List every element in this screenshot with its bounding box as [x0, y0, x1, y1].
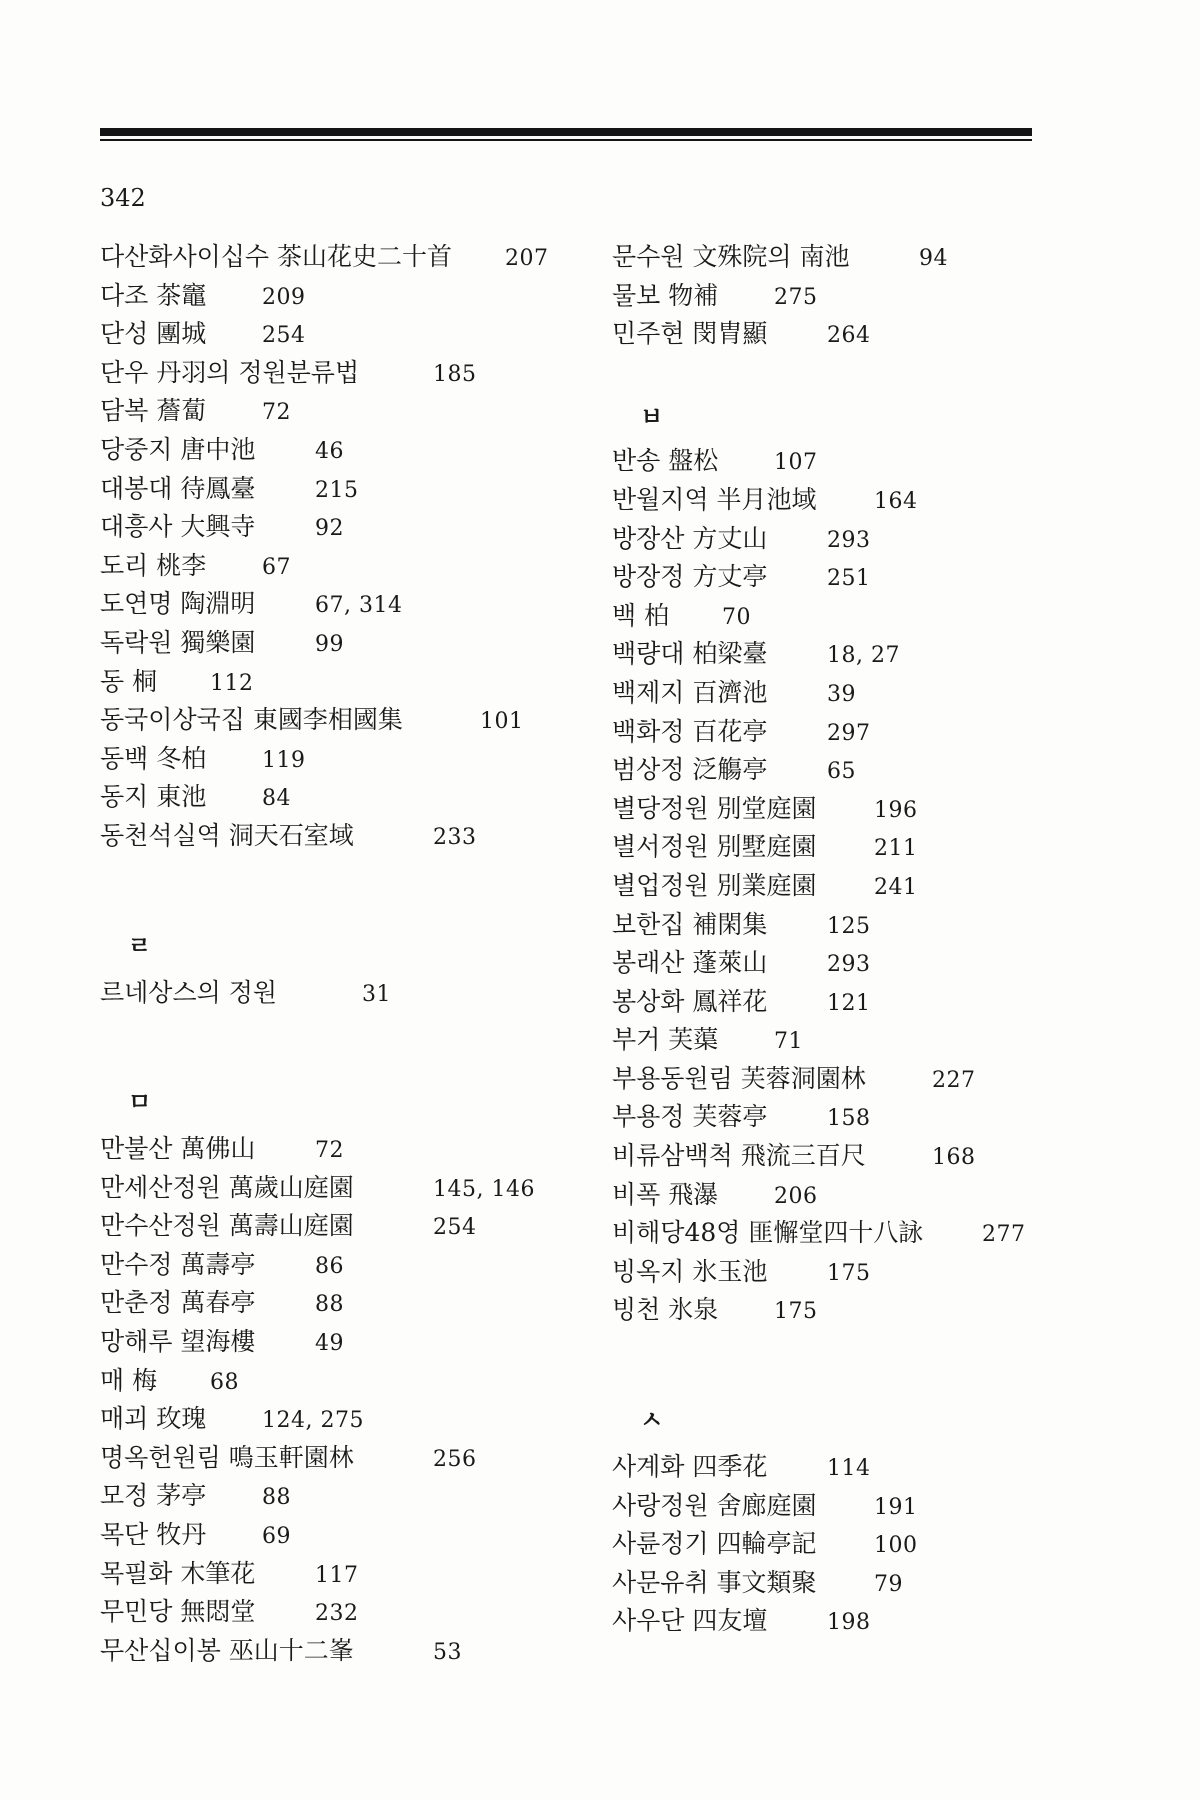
index-entry: [612, 277, 1092, 316]
index-page-ref: 241: [874, 874, 918, 900]
index-page-ref: 158: [827, 1106, 871, 1132]
section-header: ㅂ: [640, 402, 664, 432]
index-page-ref: 251: [827, 566, 871, 592]
index-term: 사계화 四季花: [612, 1452, 768, 1482]
index-page-ref: 112: [210, 670, 254, 696]
index-term: 만수정 萬壽亭: [100, 1249, 256, 1279]
index-page-ref: 92: [315, 516, 344, 542]
index-page-ref: 101: [480, 709, 524, 735]
index-entry: [612, 828, 1092, 867]
index-term: 도연명 陶淵明: [100, 589, 256, 619]
index-entry: [100, 1477, 600, 1516]
index-entry: [612, 1021, 1092, 1060]
index-entry: [612, 1487, 1092, 1526]
index-term: 반월지역 半月池域: [612, 484, 817, 514]
index-entry: [100, 354, 600, 393]
index-column-left: [100, 238, 600, 1670]
header-rule-thin: [100, 139, 1032, 141]
index-entry: [612, 1602, 1092, 1641]
index-page-ref: 207: [505, 246, 549, 271]
index-page-ref: 297: [827, 720, 871, 746]
index-term: 단성 團城: [100, 319, 207, 349]
index-page-ref: 121: [827, 990, 871, 1016]
index-entry: [612, 1253, 1092, 1292]
index-page-ref: 100: [874, 1533, 918, 1559]
index-term: 사륜정기 四輪亭記: [612, 1529, 817, 1559]
index-term: 목필화 木筆花: [100, 1558, 256, 1588]
index-page-ref: 67: [262, 554, 291, 580]
index-entry: [612, 558, 1092, 597]
index-term: 부용동원림 芙蓉洞園林: [612, 1063, 866, 1093]
section-spacer: [100, 1012, 600, 1074]
index-entry: [100, 701, 600, 740]
index-entry: [612, 1448, 1092, 1487]
index-page-ref: 67, 314: [315, 593, 403, 619]
index-term: 비류삼백척 飛流三百尺: [612, 1141, 866, 1171]
index-term: 부용정 芙蓉亭: [612, 1102, 768, 1132]
index-page-ref: 88: [262, 1485, 291, 1511]
section-header: ㄹ: [128, 930, 152, 960]
index-term: 별업정원 別業庭園: [612, 870, 817, 900]
index-page-ref: 254: [262, 323, 306, 349]
index-page-ref: 233: [433, 824, 477, 850]
index-page-ref: 46: [315, 438, 344, 464]
index-page-ref: 215: [315, 477, 359, 503]
index-term: 빙천 氷泉: [612, 1295, 719, 1325]
index-term: 다산화사이십수 茶山花史二十首: [100, 242, 452, 271]
index-entry: [612, 238, 1092, 277]
index-term: 민주현 閔胄顯: [612, 319, 768, 349]
index-term: 보한집 補閑集: [612, 909, 768, 939]
page-number: 342: [100, 184, 146, 212]
index-entry: [612, 481, 1092, 520]
index-page-ref: 114: [827, 1456, 871, 1482]
index-page-ref: 275: [774, 284, 818, 310]
index-entry: [100, 663, 600, 702]
index-page-ref: 185: [433, 361, 477, 387]
index-page-ref: 68: [210, 1369, 239, 1395]
index-entry: [612, 1176, 1092, 1215]
index-entry: [100, 1400, 600, 1439]
index-page-ref: 164: [874, 488, 918, 514]
index-term: 백 柏: [612, 600, 670, 630]
index-page-ref: 145, 146: [433, 1176, 535, 1202]
index-term: 봉상화 鳳祥花: [612, 986, 768, 1016]
index-term: 다조 茶竈: [100, 280, 207, 310]
index-term: 만불산 萬佛山: [100, 1134, 256, 1164]
index-entry: [100, 1130, 600, 1169]
index-term: 대흥사 大興寺: [100, 512, 256, 542]
index-entry: [100, 238, 600, 277]
index-page-ref: 49: [315, 1331, 344, 1357]
index-entry: [612, 442, 1092, 481]
index-term: 방장정 方丈亭: [612, 562, 768, 592]
index-term: 만춘정 萬春亭: [100, 1288, 256, 1318]
index-term: 목단 牧丹: [100, 1520, 207, 1550]
index-entry: [100, 1593, 600, 1632]
index-term: 무민당 無悶堂: [100, 1597, 256, 1627]
index-page-ref: 18, 27: [827, 643, 900, 669]
index-term: 명옥헌원림 鳴玉軒園林: [100, 1442, 354, 1472]
index-page-ref: 72: [262, 400, 291, 426]
index-entry: [612, 1060, 1092, 1099]
index-term: 비해당48영 匪懈堂四十八詠: [612, 1218, 924, 1248]
index-entry: [100, 1169, 600, 1208]
index-term: 르네상스의 정원: [100, 977, 277, 1007]
index-entry: [100, 315, 600, 354]
index-term: 사랑정원 舍廊庭園: [612, 1490, 817, 1520]
index-term: 방장산 方丈山: [612, 523, 768, 553]
index-entry: [612, 906, 1092, 945]
index-page-ref: 65: [827, 759, 856, 785]
index-entry: [612, 597, 1092, 636]
index-entry: [612, 1525, 1092, 1564]
index-page-ref: 86: [315, 1253, 344, 1279]
index-entry: [100, 1632, 600, 1671]
index-term: 만수산정원 萬壽山庭園: [100, 1211, 354, 1241]
index-term: 당중지 唐中池: [100, 434, 256, 464]
index-term: 봉래산 蓬萊山: [612, 948, 768, 978]
section-spacer: [612, 354, 1092, 393]
index-page-ref: 94: [919, 246, 948, 271]
index-term: 별서정원 別墅庭園: [612, 832, 817, 862]
index-term: 동국이상국집 東國李相國集: [100, 705, 403, 735]
index-entry: [100, 1439, 600, 1478]
index-entry: [612, 1564, 1092, 1603]
index-entry: [612, 1291, 1092, 1330]
index-entry: [100, 1555, 600, 1594]
index-column-right: [612, 238, 1092, 1641]
index-term: 사우단 四友壇: [612, 1606, 768, 1636]
index-entry: [100, 1362, 600, 1401]
index-term: 범상정 泛觴亭: [612, 755, 768, 785]
index-entry: [612, 983, 1092, 1022]
index-page-ref: 191: [874, 1494, 918, 1520]
section-spacer: [100, 856, 600, 918]
index-page-ref: 168: [932, 1145, 976, 1171]
index-term: 담복 薝蔔: [100, 396, 207, 426]
index-page-ref: 69: [262, 1524, 291, 1550]
index-page-ref: 119: [262, 747, 306, 773]
index-entry: [100, 974, 600, 1013]
section-header: ㅅ: [640, 1405, 664, 1435]
index-page-ref: 209: [262, 284, 306, 310]
index-term: 도리 桃李: [100, 550, 207, 580]
index-page-ref: 31: [362, 981, 391, 1007]
index-term: 반송 盤松: [612, 446, 719, 476]
index-entry: [100, 508, 600, 547]
index-page-ref: 117: [315, 1562, 359, 1588]
index-term: 사문유취 事文類聚: [612, 1567, 817, 1597]
index-page-ref: 232: [315, 1601, 359, 1627]
index-entry: [100, 1207, 600, 1246]
index-page-ref: 211: [874, 836, 918, 862]
index-entry: [100, 431, 600, 470]
index-page-ref: 72: [315, 1138, 344, 1164]
index-entry: [612, 674, 1092, 713]
index-entry: [612, 867, 1092, 906]
index-entry: [100, 1246, 600, 1285]
index-page-ref: 175: [827, 1260, 871, 1286]
index-term: 동 桐: [100, 666, 158, 696]
index-term: 망해루 望海樓: [100, 1327, 256, 1357]
index-page-ref: 196: [874, 797, 918, 823]
index-page-ref: 53: [433, 1639, 462, 1665]
index-page-ref: 227: [932, 1067, 976, 1093]
index-term: 독락원 獨樂園: [100, 627, 256, 657]
index-term: 동천석실역 洞天石室域: [100, 820, 354, 850]
index-entry: [100, 1284, 600, 1323]
index-entry: [612, 635, 1092, 674]
index-page-ref: 254: [433, 1215, 477, 1241]
index-entry: [612, 1214, 1092, 1253]
index-page-ref: 206: [774, 1183, 818, 1209]
index-entry: [612, 1137, 1092, 1176]
index-term: 매 梅: [100, 1365, 158, 1395]
index-term: 모정 茅亭: [100, 1481, 207, 1511]
index-entry: [100, 277, 600, 316]
index-term: 백제지 百濟池: [612, 677, 768, 707]
index-term: 만세산정원 萬歲山庭園: [100, 1172, 354, 1202]
index-term: 동지 東池: [100, 782, 207, 812]
index-entry: [612, 1098, 1092, 1137]
index-page-ref: 293: [827, 527, 871, 553]
index-page-ref: 79: [874, 1571, 903, 1597]
index-entry: [100, 817, 600, 856]
index-term: 부거 芙蕖: [612, 1025, 719, 1055]
section-spacer: [612, 1330, 1092, 1392]
index-page-ref: 175: [774, 1299, 818, 1325]
index-term: 대봉대 待鳳臺: [100, 473, 256, 503]
index-term: 매괴 玫瑰: [100, 1404, 207, 1434]
index-page-ref: 107: [774, 450, 818, 476]
index-entry: [100, 624, 600, 663]
index-page-ref: 256: [433, 1446, 477, 1472]
header-rule-thick: [100, 128, 1032, 136]
section-header: ㅁ: [128, 1087, 152, 1117]
index-entry: [100, 585, 600, 624]
index-term: 동백 冬柏: [100, 743, 207, 773]
index-entry: [100, 740, 600, 779]
index-page-ref: 125: [827, 913, 871, 939]
index-entry: [100, 547, 600, 586]
index-term: 백량대 柏梁臺: [612, 639, 768, 669]
index-page-ref: 39: [827, 681, 856, 707]
index-term: 별당정원 別堂庭園: [612, 793, 817, 823]
index-term: 무산십이봉 巫山十二峯: [100, 1635, 354, 1665]
index-term: 단우 丹羽의 정원분류법: [100, 357, 360, 387]
index-entry: [612, 315, 1092, 354]
index-page-ref: 264: [827, 323, 871, 349]
index-page-ref: 84: [262, 786, 291, 812]
index-page-ref: 88: [315, 1292, 344, 1318]
index-page-ref: 293: [827, 952, 871, 978]
index-page-ref: 99: [315, 631, 344, 657]
index-entry: [612, 944, 1092, 983]
index-term: 비폭 飛瀑: [612, 1179, 719, 1209]
index-page-ref: 198: [827, 1610, 871, 1636]
index-entry: [100, 1323, 600, 1362]
index-entry: [100, 1516, 600, 1555]
index-page-ref: 71: [774, 1029, 803, 1055]
index-entry: [612, 713, 1092, 752]
index-entry: [612, 520, 1092, 559]
index-entry: [100, 778, 600, 817]
index-page-ref: 70: [722, 604, 751, 630]
index-entry: [100, 392, 600, 431]
index-term: 문수원 文殊院의 南池: [612, 242, 850, 271]
index-term: 물보 物補: [612, 280, 719, 310]
index-entry: [612, 790, 1092, 829]
index-term: 백화정 百花亭: [612, 716, 768, 746]
index-page-ref: 277: [982, 1222, 1026, 1248]
index-entry: [612, 751, 1092, 790]
index-entry: [100, 470, 600, 509]
index-page-ref: 124, 275: [262, 1408, 364, 1434]
index-term: 빙옥지 氷玉池: [612, 1256, 768, 1286]
